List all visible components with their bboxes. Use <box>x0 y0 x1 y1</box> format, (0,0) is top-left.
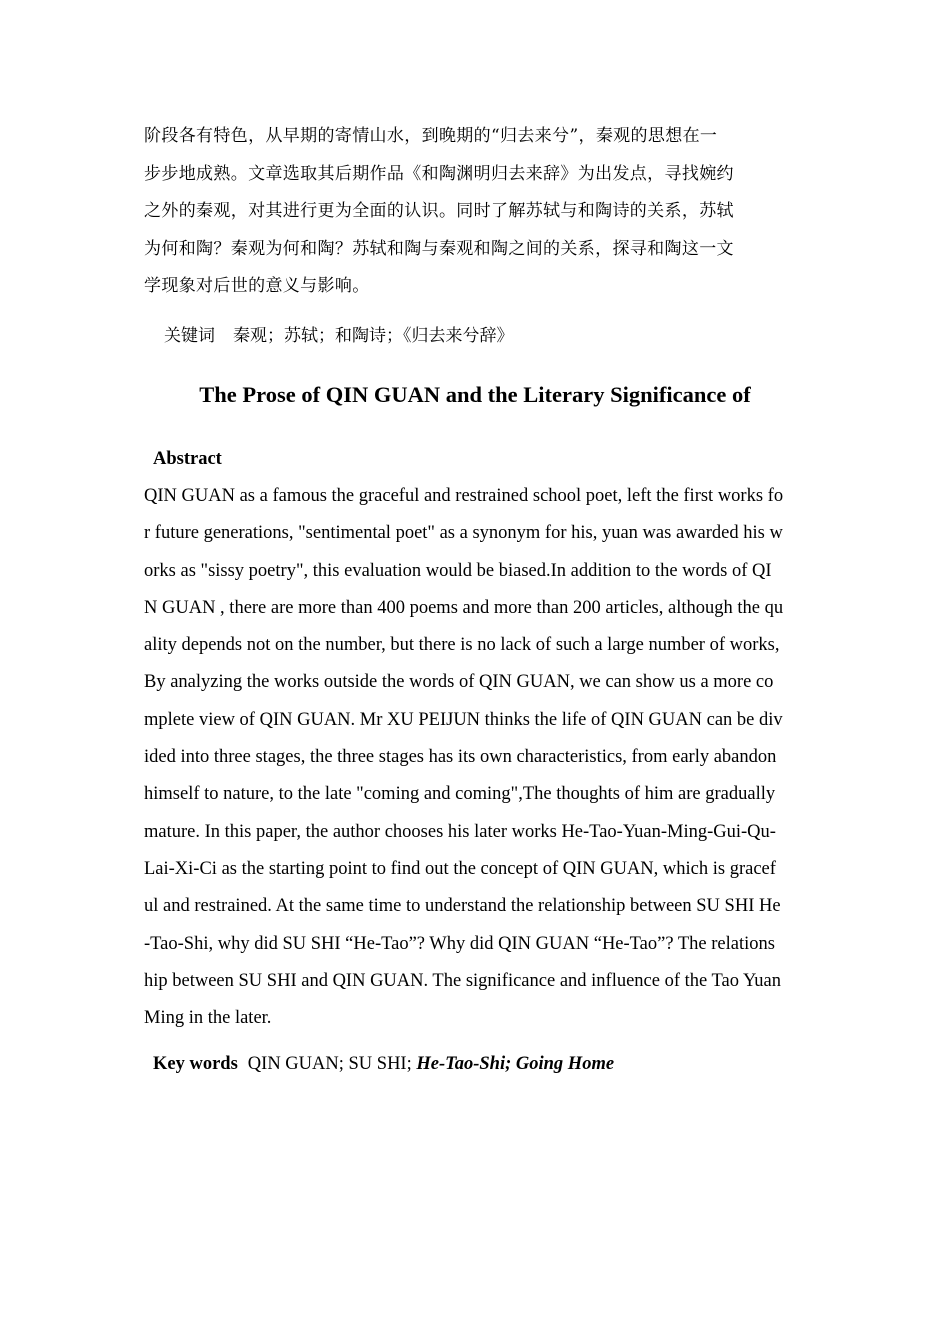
english-abstract-line: himself to nature, to the late "coming and coming",The thoughts of him are gradually <box>144 784 776 805</box>
chinese-abstract-line: 之外的秦观，对其进行更为全面的认识。同时了解苏轼与和陶诗的关系，苏轼 <box>144 201 734 221</box>
english-abstract-line: mplete view of QIN GUAN. Mr XU PEIJUN thinks the life of QIN GUAN can be div <box>144 709 783 730</box>
english-keywords <box>153 1050 614 1078</box>
english-abstract-line: orks as "sissy poetry", this evaluation would be biased.In addition to the words of QI <box>144 560 772 581</box>
english-abstract-line: ality depends not on the number, but there is no lack of such a large number of works, <box>144 635 780 656</box>
english-keywords-label: Key words <box>153 1054 238 1074</box>
english-abstract-line: Ming in the later. <box>144 1008 272 1029</box>
chinese-abstract-paragraph <box>144 118 809 306</box>
english-abstract-line: ided into three stages, the three stages has its own characteristics, from early abandon <box>144 747 777 768</box>
chinese-abstract-line: 为何和陶？秦观为何和陶？苏轼和陶与秦观和陶之间的关系，探寻和陶这一文 <box>144 238 734 259</box>
english-abstract-line: -Tao-Shi, why did SU SHI “He-Tao”? Why did QIN GUAN “He-Tao”? The relations <box>144 933 775 954</box>
english-abstract-line: hip between SU SHI and QIN GUAN. The significance and influence of the Tao Yuan <box>144 970 781 991</box>
chinese-abstract-line: 步步地成熟。文章选取其后期作品《和陶渊明归去来辞》为出发点，寻找婉约 <box>144 163 734 184</box>
chinese-keywords-text: 秦观；苏轼；和陶诗；《归去来兮辞》 <box>233 326 514 346</box>
english-abstract-line: mature. In this paper, the author chooses his later works He-Tao-Yuan-Ming-Gui-Qu- <box>144 821 776 842</box>
english-abstract-line: Lai-Xi-Ci as the starting point to find out the concept of QIN GUAN, which is gracef <box>144 858 776 879</box>
english-abstract-line: By analyzing the works outside the words of QIN GUAN, we can show us a more co <box>144 672 774 693</box>
english-abstract-line: ul and restrained. At the same time to understand the relationship between SU SHI He <box>144 896 781 917</box>
abstract-heading: Abstract <box>153 449 222 469</box>
english-keywords-emphasis: He-Tao-Shi; Going Home <box>416 1054 615 1074</box>
english-abstract-paragraph <box>144 478 814 1037</box>
chinese-keywords-label: 关键词 <box>164 326 215 346</box>
english-abstract-line: QIN GUAN as a famous the graceful and restrained school poet, left the first works fo <box>144 486 784 506</box>
english-abstract-line: N GUAN , there are more than 400 poems and more than 200 articles, although the qu <box>144 597 784 618</box>
chinese-abstract-line: 学现象对后世的意义与影响。 <box>144 276 370 296</box>
chinese-keywords <box>164 319 514 353</box>
english-abstract-line: r future generations, "sentimental poet" as a synonym for his, yuan was awarded his w <box>144 523 783 544</box>
english-keywords-plain: QIN GUAN; SU SHI; <box>247 1054 417 1074</box>
chinese-abstract-line: 阶段各有特色，从早期的寄情山水，到晚期的“归去来兮”，秦观的思想在一 <box>144 126 718 146</box>
english-title: The Prose of QIN GUAN and the Literary Significance of <box>199 382 751 407</box>
